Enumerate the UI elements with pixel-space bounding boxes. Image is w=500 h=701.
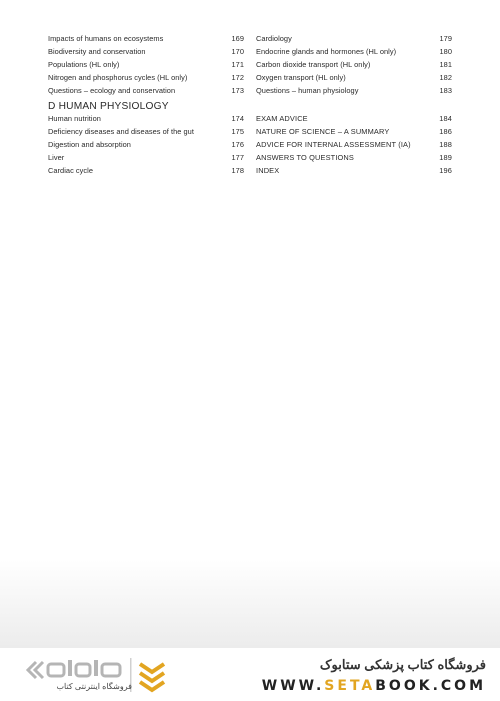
toc-entry-page: 188 (439, 140, 452, 150)
toc-entry-title: Endocrine glands and hormones (HL only) (256, 46, 397, 56)
bottom-fade (0, 560, 500, 648)
toc-entry-title: Oxygen transport (HL only) (256, 72, 346, 82)
toc-entry[interactable] (48, 34, 244, 47)
toc-entry-title: Questions – ecology and conservation (48, 85, 176, 95)
toc-entry-page: 179 (439, 34, 452, 43)
toc-entry-page: 171 (231, 59, 244, 69)
toc-left-column (48, 34, 244, 179)
toc-entry[interactable] (48, 153, 244, 166)
brand-tagline: فروشگاه اینترنتی کتاب (56, 682, 132, 691)
toc-entry-page: 184 (439, 114, 452, 124)
toc-entry-title: Cardiac cycle (48, 166, 94, 176)
toc-entry[interactable] (256, 73, 452, 86)
toc-entry[interactable] (256, 86, 452, 99)
toc-entry[interactable] (256, 166, 452, 179)
toc-entry[interactable] (48, 140, 244, 153)
toc-entry[interactable] (48, 47, 244, 60)
toc-entry-title: Deficiency diseases and diseases of the gut (48, 127, 194, 137)
toc-entry-page: 175 (231, 127, 244, 137)
toc-entry[interactable] (256, 34, 452, 47)
toc-entry-title: Populations (HL only) (48, 59, 120, 69)
toc-entry[interactable] (48, 60, 244, 73)
toc-entry-page: 176 (231, 140, 244, 150)
toc-entry-page: 180 (439, 46, 452, 56)
toc-entry-page: 196 (439, 166, 452, 176)
shop-url[interactable] (262, 678, 486, 694)
url-accent: SETA (324, 678, 376, 694)
shop-name: فروشگاه کتاب پزشکی ستابوک (319, 657, 486, 672)
toc-entry-title: ANSWERS TO QUESTIONS (256, 153, 354, 163)
section-heading: D HUMAN PHYSIOLOGY (48, 101, 169, 113)
toc-entry[interactable] (256, 153, 452, 166)
toc-entry-title: EXAM ADVICE (256, 114, 308, 124)
brand-logo[interactable] (12, 654, 172, 696)
toc-entry[interactable] (48, 114, 244, 127)
section-spacer (256, 98, 452, 114)
toc-entry-title: Impacts of humans on ecosystems (48, 34, 164, 43)
toc-entry-page: 172 (231, 72, 244, 82)
toc-entry[interactable] (48, 166, 244, 179)
toc-entry-title: Digestion and absorption (48, 140, 131, 150)
toc-entry-title: Biodiversity and conservation (48, 46, 146, 56)
toc-entry-title: Carbon dioxide transport (HL only) (256, 59, 371, 69)
toc-right-column (256, 34, 452, 179)
toc-entry-title: ADVICE FOR INTERNAL ASSESSMENT (IA) (256, 140, 411, 150)
url-prefix: WWW. (261, 678, 325, 694)
toc-entry-page: 177 (231, 153, 244, 163)
toc-entry-page: 182 (439, 72, 452, 82)
toc-entry-title: Human nutrition (48, 114, 101, 124)
toc-entry-title: INDEX (256, 166, 280, 176)
toc-entry-page: 181 (439, 59, 452, 69)
toc-entry[interactable] (48, 86, 244, 99)
toc-entry[interactable] (256, 140, 452, 153)
toc-entry-title: Questions – human physiology (256, 85, 359, 95)
toc-entry[interactable] (256, 127, 452, 140)
toc-entry-page: 189 (439, 153, 452, 163)
toc-entry[interactable] (48, 73, 244, 86)
toc-entry-page: 170 (231, 46, 244, 56)
toc-entry-title: NATURE OF SCIENCE – A SUMMARY (256, 127, 390, 137)
toc-entry-page: 183 (439, 85, 452, 95)
toc-entry-page: 178 (231, 166, 244, 176)
toc-entry[interactable] (256, 47, 452, 60)
url-suffix: BOOK.COM (375, 678, 486, 694)
toc-entry[interactable] (256, 60, 452, 73)
toc-entry[interactable] (256, 114, 452, 127)
toc-entry-title: Nitrogen and phosphorus cycles (HL only) (48, 72, 188, 82)
toc-entry-page: 169 (231, 34, 244, 43)
toc-entry[interactable] (48, 127, 244, 140)
toc-entry-title: Cardiology (256, 34, 292, 43)
toc-entry-page: 186 (439, 127, 452, 137)
toc-entry-page: 174 (231, 114, 244, 124)
toc-entry-page: 173 (231, 85, 244, 95)
toc-entry-title: Liver (48, 153, 65, 163)
